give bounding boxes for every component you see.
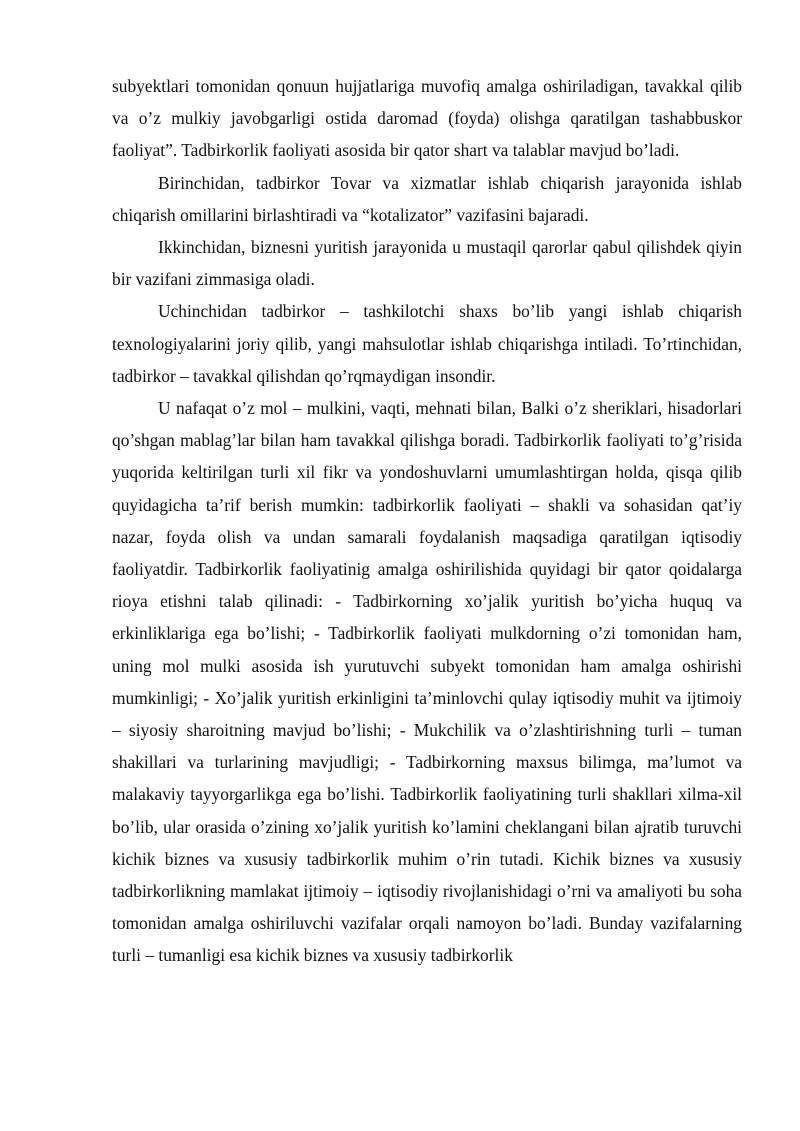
- paragraph-continuation: subyektlari tomonidan qonuun hujjatlariga muvofiq amalga oshiriladigan, tavakkal qilib va o’z mulkiy javobgarligi ostida daromad (foyda) olishga qaratilgan tashabbuskor faoliyat”. Tadbirkorlik faoliyati asosida bir qator shart va talablar mavjud bo’ladi.: [112, 76, 742, 161]
- paragraph-third-fourth-point: Uchinchidan tadbirkor – tashkilotchi shaxs bo’lib yangi ishlab chiqarish texnologiyalarini joriy qilib, yangi mahsulotlar ishlab chiqarishga intiladi. To’rtinchidan, tadbirkor – tavakkal qilishdan qo’rqmaydigan insondir.: [112, 301, 742, 386]
- document-page: [112, 70, 742, 972]
- paragraph-first-point: Birinchidan, tadbirkor Tovar va xizmatlar ishlab chiqarish jarayonida ishlab chiqarish omillarini birlashtiradi va “kotalizator” vazifasini bajaradi.: [112, 172, 742, 225]
- paragraph-second-point: Ikkinchidan, biznesni yuritish jarayonida u mustaqil qarorlar qabul qilishdek qiyin bir vazifani zimmasiga oladi.: [112, 237, 742, 290]
- paragraph-main-body: U nafaqat o’z mol – mulkini, vaqti, mehnati bilan, Balki o’z sheriklari, hisadorlari qo’shgan mablag’lar bilan ham tavakkal qilishga boradi. Tadbirkorlik faoliyati to’g’risida yuqorida keltirilgan turli xil fikr va yondoshuvlarni umumlashtirgan holda, qisqa qilib quyidagicha ta’rif berish mumkin: tadbirkorlik faoliyati – shakli va sohasidan qat’iy nazar, foyda olish va undan samarali foydalanish maqsadiga qaratilgan iqtisodiy faoliyatdir. Tadbirkorlik faoliyatinig amalga oshirilishida quyidagi bir qator qoidalarga rioya etishni talab qilinadi: - Tadbirkorning xo’jalik yuritish bo’yicha huquq va erkinliklariga ega bo’lishi; - Tadbirkorlik faoliyati mulkdorning o’zi tomonidan ham, uning mol mulki asosida ish yurutuvchi subyekt tomonidan ham amalga oshirishi mumkinligi; - Xo’jalik yuritish erkinligini ta’minlovchi qulay iqtisodiy muhit va ijtimoiy – siyosiy sharoitning mavjud bo’lishi; - Mukchilik va o’zlashtirishning turli – tuman shakillari va turlarining mavjudligi; - Tadbirkorning maxsus bilimga, ma’lumot va malakaviy tayyorgarlikga ega bo’lishi. Tadbirkorlik faoliyatining turli shakllari xilma-xil bo’lib, ular orasida o’zining xo’jalik yuritish ko’lamini cheklangani bilan ajratib turuvchi kichik biznes va xususiy tadbirkorlik muhim o’rin tutadi. Kichik biznes va xususiy tadbirkorlikning mamlakat ijtimoiy – iqtisodiy rivojlanishidagi o’rni va amaliyoti bu soha tomonidan amalga oshiriluvchi vazifalar orqali namoyon bo’ladi. Bunday vazifalarning turli – tumanligi esa kichik biznes va xususiy tadbirkorlik: [112, 398, 742, 966]
